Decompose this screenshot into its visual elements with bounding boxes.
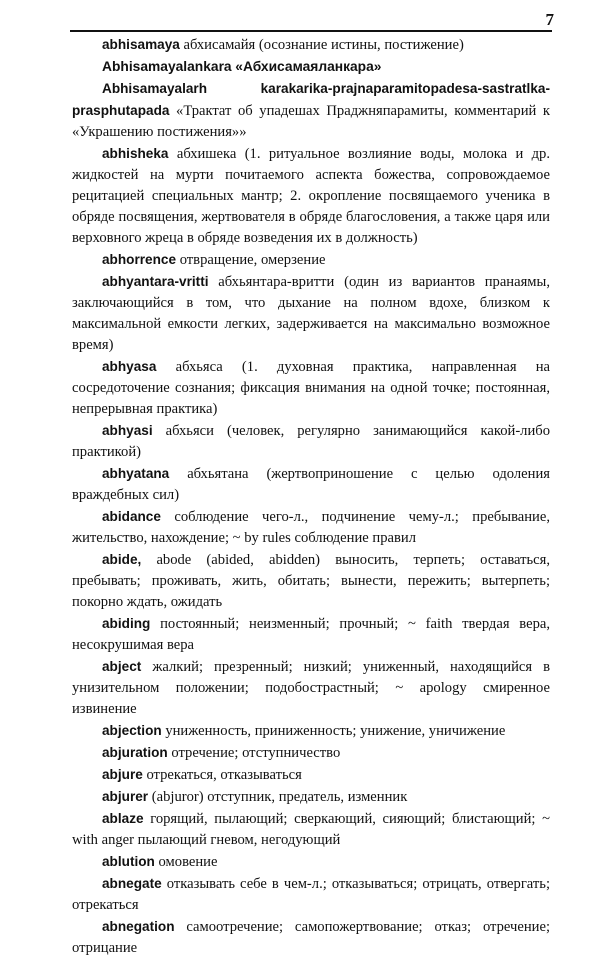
dictionary-entry (72, 56, 550, 78)
entry-headword: abhyatana (102, 466, 170, 481)
dictionary-entry (72, 143, 550, 249)
entry-headword: ablution (102, 854, 155, 869)
dictionary-entry (72, 420, 550, 463)
entry-definition: постоянный; неизменный; прочный; ~ faith твердая вера, несокрушимая вера (72, 616, 550, 653)
entry-headword: abject (102, 659, 142, 674)
entry-headword: abidance (102, 509, 161, 524)
entry-definition: отвращение, омерзение (179, 252, 326, 268)
entry-definition: отказывать себе в чем-л.; отказываться; отрицать, отвергать; отрекаться (72, 876, 550, 913)
entry-definition: абхьятана (жертвоприношение с целью одоления враждебных сил) (72, 466, 550, 503)
entry-definition: отречение; отступничество (171, 745, 341, 761)
entry-definition: abode (abided, abidden) выносить, терпеть; оставаться, пребывать; проживать, жить, обитать; вынести, пережить; вытерпеть; покорно ждать, ожидать (72, 552, 550, 610)
entry-definition: отрекаться, отказываться (146, 767, 302, 783)
dictionary-entry (72, 271, 550, 356)
dictionary-entry (72, 356, 550, 420)
entry-definition: абхисамайя (осознание истины, постижение) (183, 37, 464, 53)
entry-definition: «Абхисамаяланкара» (235, 59, 382, 74)
header-rule (70, 30, 552, 32)
entry-headword: abide, (102, 552, 142, 567)
dictionary-entry (72, 786, 550, 808)
entry-headword: abnegate (102, 876, 162, 891)
dictionary-entry (72, 463, 550, 506)
entry-definition: самоотречение; самопожертвование; отказ; отречение; отрицание (72, 919, 550, 956)
dictionary-entry (72, 742, 550, 764)
entry-definition: абхьяса (1. духовная практика, направленная на сосредоточение сознания; фиксация внимания на одной точке; постоянная, непрерывная практика) (72, 359, 550, 417)
dictionary-entry (72, 764, 550, 786)
entry-headword: abnegation (102, 919, 175, 934)
dictionary-entry (72, 249, 550, 271)
entry-headword: abjurer (102, 789, 149, 804)
dictionary-entry (72, 916, 550, 959)
entry-headword: abiding (102, 616, 151, 631)
dictionary-entry (72, 506, 550, 549)
entry-headword: abhorrence (102, 252, 177, 267)
dictionary-entry (72, 78, 550, 143)
page-number: 7 (545, 10, 554, 29)
entry-definition: омовение (158, 854, 218, 870)
entry-headword: Abhisamayalankara (102, 59, 232, 74)
entry-headword: abjection (102, 723, 162, 738)
dictionary-entry (72, 873, 550, 916)
entry-definition: соблюдение чего-л., подчинение чему-л.; пребывание, жительство, нахождение; ~ by rules соблюдение правил (72, 509, 550, 546)
entry-headword: abjure (102, 767, 143, 782)
entry-headword: abhyasa (102, 359, 157, 374)
dictionary-entry (72, 720, 550, 742)
entry-definition: «Трактат об упадешах Праджняпарамиты, комментарий к «Украшению постижения»» (72, 103, 550, 140)
entry-definition: абхьянтара-вритти (один из вариантов пранаямы, заключающийся в том, что дыхание на полном вдохе, близком к максимальной емкости легких, задерживается на максимально возможное время) (72, 274, 551, 353)
dictionary-entry (72, 34, 550, 56)
entry-definition: (abjuror) отступник, предатель, изменник (151, 789, 408, 805)
dictionary-entry (72, 613, 550, 656)
entry-definition: горящий, пылающий; сверкающий, сияющий; блистающий; ~ with anger пылающий гневом, негодующий (72, 811, 550, 848)
entry-headword: abhisamaya (102, 37, 180, 52)
entry-definition: униженность, приниженность; унижение, уничижение (165, 723, 506, 739)
dictionary-entry (72, 656, 550, 720)
entry-headword: abhyantara-vritti (102, 274, 209, 289)
dictionary-entry (72, 549, 550, 613)
entry-definition: абхьяси (человек, регулярно занимающийся какой-либо практикой) (72, 423, 550, 460)
dictionary-entry (72, 808, 550, 851)
entry-list (72, 34, 550, 959)
entry-headword: ablaze (102, 811, 144, 826)
entry-headword: abjuration (102, 745, 168, 760)
dictionary-entry (72, 851, 550, 873)
entry-definition: абхишека (1. ритуальное возлияние воды, молока и др. жидкостей на мурти почитаемого аспекта божества, сопровождаемое рецитацией специальных мантр; 2. окропление посвящаемого ученика в обряде посвящения, жертвователя в обряде благословения, а также царя или верховного жреца в обряде возведения их в должность) (72, 146, 550, 246)
entry-headword: abhisheka (102, 146, 169, 161)
entry-definition: жалкий; презренный; низкий; униженный, находящийся в унизительном положении; подобострастный; ~ apology смиренное извинение (72, 659, 550, 717)
entry-headword: abhyasi (102, 423, 153, 438)
entry-headword: Abhisamayalarh karakarika-prajnaparamitopadesa-sastratlka-prasphutapada (72, 81, 550, 118)
